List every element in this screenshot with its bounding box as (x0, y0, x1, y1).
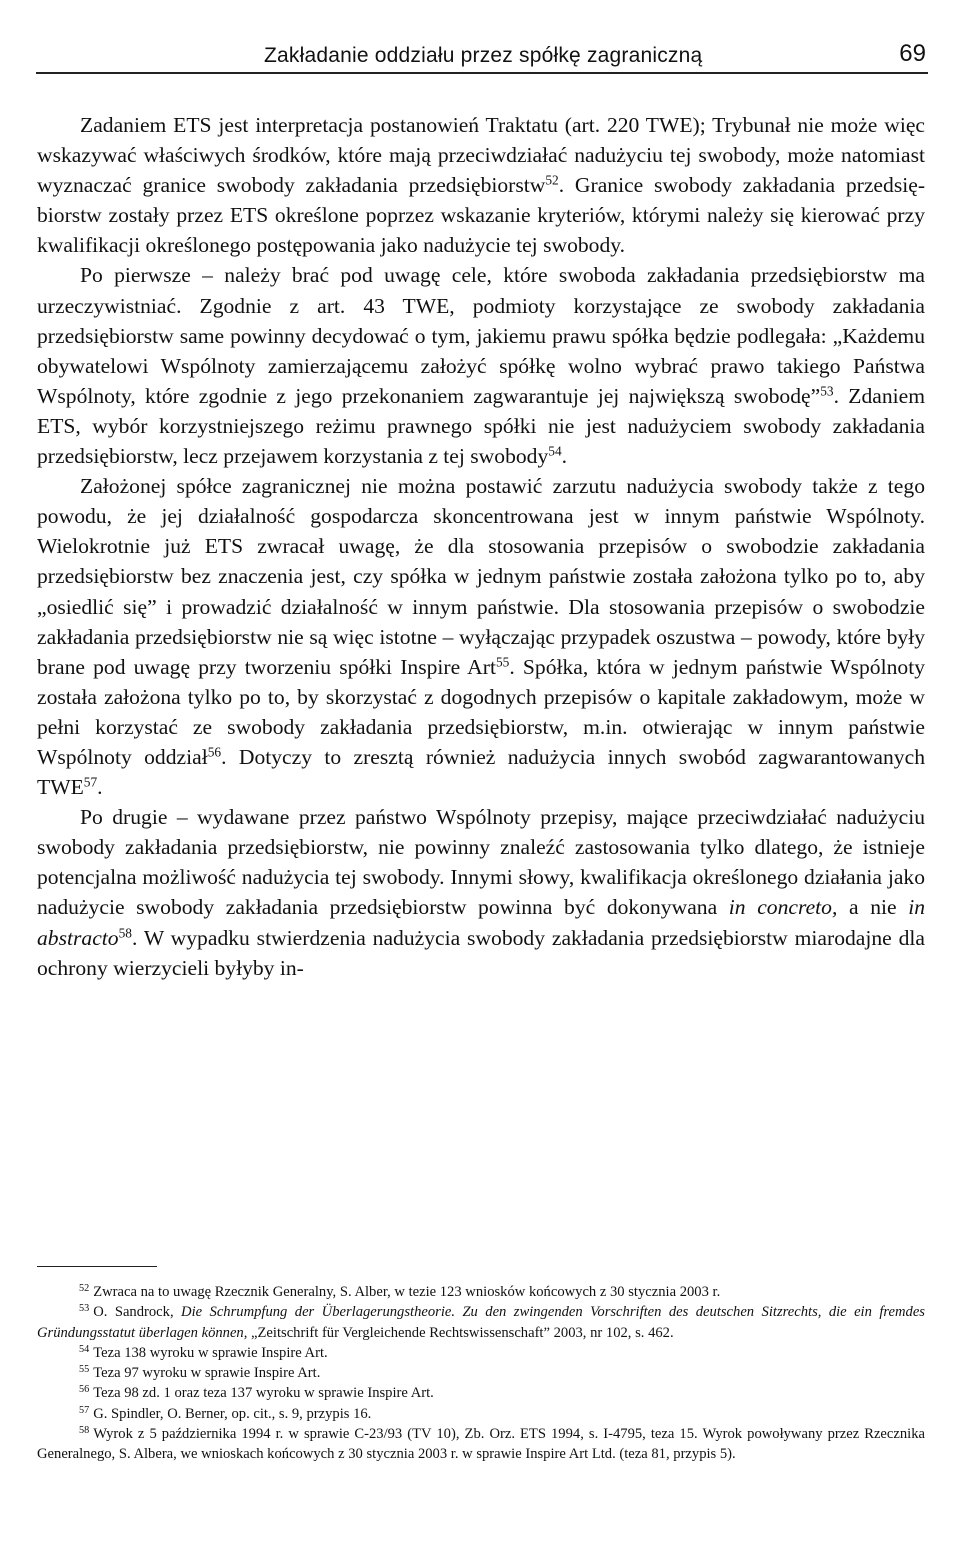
italic-run: in abstracto (37, 895, 926, 950)
text-run: . Dotyczy to zresztą również nadużycia innych swobód zagwarantowanych TWE (37, 744, 925, 800)
text-run: Po drugie – wydawane przez państwo Wspólnoty przepisy, mające przeciwdziałać nadużyciu swobody zakładania przedsiębiorstw, nie powinny znaleźć zastosowania tylko dlatego, że istnieje potencjalna możliwość nadużycia tej swobody. Innymi słowy, kwalifikacja określonego działania jako nadużycie swobody zakładania przedsiębiorstw powinna być dokonywana (37, 805, 925, 920)
text-run: . (97, 775, 103, 800)
footnote-ref: 55 (495, 654, 510, 670)
paragraph (37, 802, 925, 983)
footnote-number: 57 (79, 1404, 90, 1416)
page-number: 69 (899, 40, 926, 67)
footnote-ref: 52 (545, 172, 559, 188)
footnote-ref: 54 (548, 443, 562, 459)
footnote-text: Teza 97 wyroku w sprawie Inspire Art. (93, 1365, 321, 1382)
footnote-text: Teza 138 wyroku w sprawie Inspire Art. (93, 1344, 328, 1361)
footnote-number: 55 (79, 1364, 90, 1376)
text-run: Zadaniem ETS jest interpretacja postanowień Traktatu (art. 220 TWE); Trybunał nie może więc wskazywać właściwych środków, które mają przeciwdziałać nadużyciu tej swobody, może natomiast wyznaczać granice swobody zakładania przedsiębiorstw (37, 113, 925, 198)
page-header (36, 32, 928, 74)
footnote (37, 1363, 925, 1383)
footnote-text: G. Spindler, O. Berner, op. cit., s. 9, przypis 16. (93, 1405, 372, 1422)
footnote (37, 1383, 925, 1403)
footnote-ref: 56 (207, 744, 222, 760)
paragraph (37, 471, 925, 802)
footnote-number: 52 (79, 1282, 90, 1294)
footnote (37, 1343, 925, 1363)
text-run: a nie (837, 895, 909, 920)
main-text (37, 110, 925, 983)
italic-run: in concreto, (728, 895, 838, 920)
footnote-divider (37, 1266, 157, 1267)
footnote-text: Wyrok z 5 października 1994 r. w sprawie C-23/93 (TV 10), Zb. Orz. ETS 1994, s. I-4795, teza 15. Wyrok powoływany przez Rzecznika Generalnego, S. Albera, we wnioskach końcowych z 30 stycznia 2003 r. w sprawie Inspire Art Ltd. (teza 81, przypis 5). (37, 1426, 925, 1463)
running-title: Zakładanie oddziału przez spółkę zagraniczną (264, 44, 703, 67)
footnote-ref: 57 (83, 774, 98, 790)
footnote-italic: Die Schrumpfung der Überlagerungstheorie. Zu den zwingenden Vorschriften des deutschen Sitzrechts, die ein fremdes Gründungsstatut überlagen können, (37, 1304, 925, 1341)
footnote (37, 1282, 925, 1302)
footnote-text: O. Sandrock, (93, 1304, 182, 1321)
text-run: . W wypadku stwierdzenia nadużycia swobody zakładania przedsiębiorstw miarodajne dla ochrony wierzycieli byłyby in- (37, 925, 925, 980)
footnote-text: „Zeitschrift für Vergleichende Rechtswissenschaft” 2003, nr 102, s. 462. (247, 1324, 674, 1341)
footnote-ref: 53 (820, 383, 834, 399)
text-run: Po pierwsze – należy brać pod uwagę cele, które swoboda zakładania przedsiębiorstw ma urzeczywistniać. Zgodnie z art. 43 TWE, podmioty korzystające ze swobody zakładania przedsiębiorstw same powinny decydować o tym, jakiemu prawu spółka będzie podlegała: „Każdemu obywatelowi Wspólnoty zamierzającemu założyć spółkę wolno wybrać prawo takiego Państwa Wspólnoty, które zgodnie z jego przekonaniem zagwarantuje jej największą swobodę” (37, 263, 925, 408)
footnote (37, 1302, 925, 1343)
text-run: . Spółka, która w jednym państwie Wspólnoty została założona tylko po to, by skorzystać z dogodnych przepisów o kapitale zakładowym, może w pełni korzystać ze swobody zakładania przedsiębiorstw, m.in. otwierając w innym państwie Wspólnoty oddział (37, 654, 925, 769)
footnotes (37, 1282, 925, 1465)
paragraph (37, 260, 925, 471)
footnote-text: Zwraca na to uwagę Rzecznik Generalny, S. Alber, w tezie 123 wniosków końcowych z 30 stycznia 2003 r. (93, 1284, 721, 1300)
footnote-ref: 58 (118, 925, 132, 941)
footnote (37, 1424, 925, 1465)
footnote-number: 58 (79, 1424, 90, 1436)
text-run: Założonej spółce zagranicznej nie można postawić zarzutu nadużycia swobody także z tego powodu, że jej działalność gospodarcza skoncentrowana jest w innym państwie Wspólnoty. Wielokrotnie już ETS zwracał uwagę, że dla stosowania przepisów o swobodzie zakładania przedsiębiorstw bez znaczenia jest, czy spółka w jednym państwie została założona tylko po to, aby „osiedlić się” i prowadzić działalność w innym państwie. Dla stosowania przepisów o swobodzie zakładania przedsiębiorstw nie są więc istotne – wyłączając przypadek oszustwa – powody, które były brane pod uwagę przy tworzeniu spółki Inspire Art (37, 474, 925, 679)
footnote (37, 1404, 925, 1424)
text-run: . (561, 444, 568, 469)
footnote-number: 56 (79, 1384, 90, 1396)
footnote-number: 54 (79, 1343, 90, 1355)
footnote-text: Teza 98 zd. 1 oraz teza 137 wyroku w sprawie Inspire Art. (93, 1385, 434, 1402)
footnote-number: 53 (79, 1303, 90, 1315)
paragraph (37, 110, 925, 260)
text-run: . Granice swobody zakładania przedsiębiorstw zostały przez ETS określone poprzez wskazanie kryteriów, którymi należy się kierować przy kwalifikacji określonego postępowania jako nadużycie tej swobody. (37, 173, 926, 258)
text-run: . Zdaniem ETS, wybór korzystniejszego reżimu prawnego spółki nie jest nadużyciem swobody zakładania przedsiębiorstw, lecz przejawem korzystania z tej swobody (37, 383, 926, 469)
